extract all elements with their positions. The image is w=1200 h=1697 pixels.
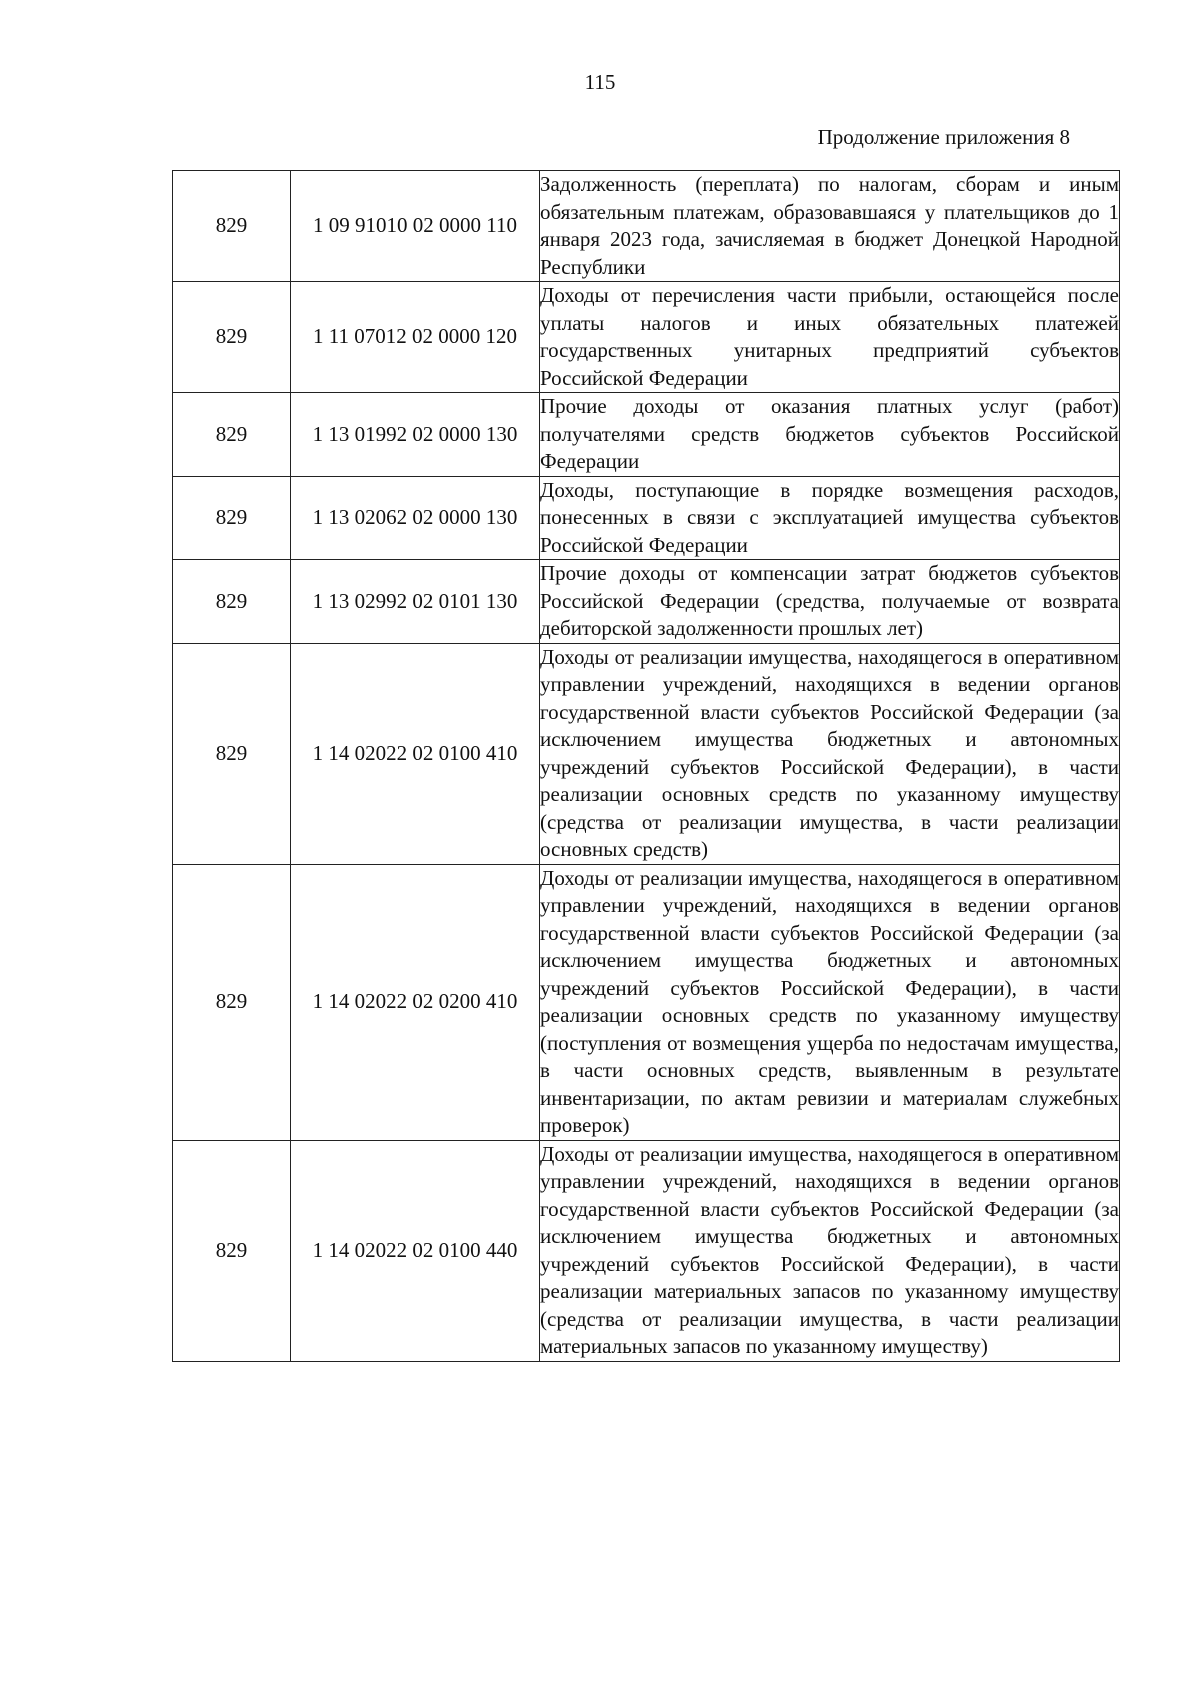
table-row [173, 282, 1120, 393]
revenue-name-cell: Прочие доходы от компенсации затрат бюджетов субъектов Российской Федерации (средства, получаемые от возврата дебиторской задолженности прошлых лет) [540, 560, 1120, 644]
revenue-code-cell: 1 14 02022 02 0100 440 [291, 1140, 540, 1361]
table-row [173, 643, 1120, 864]
admin-code-cell: 829 [173, 1140, 291, 1361]
admin-code-cell: 829 [173, 393, 291, 477]
revenue-code-cell: 1 14 02022 02 0100 410 [291, 643, 540, 864]
revenue-name-cell: Прочие доходы от оказания платных услуг (работ) получателями средств бюджетов субъектов Российской Федерации [540, 393, 1120, 477]
revenue-name-cell: Доходы от реализации имущества, находящегося в оперативном управлении учреждений, находящихся в ведении органов государственной власти субъектов Российской Федерации (за исключением имущества бюджетных и автономных учреждений субъектов Российской Федерации), в части реализации материальных запасов по указанному имуществу (средства от реализации имущества, в части реализации материальных запасов по указанному имуществу) [540, 1140, 1120, 1361]
admin-code-cell: 829 [173, 864, 291, 1140]
revenue-code-cell: 1 11 07012 02 0000 120 [291, 282, 540, 393]
admin-code-cell: 829 [173, 560, 291, 644]
admin-code-cell: 829 [173, 282, 291, 393]
table-row [173, 560, 1120, 644]
revenue-name-cell: Доходы от перечисления части прибыли, остающейся после уплаты налогов и иных обязательных платежей государственных унитарных предприятий субъектов Российской Федерации [540, 282, 1120, 393]
table-row [173, 864, 1120, 1140]
continuation-label: Продолжение приложения 8 [817, 125, 1070, 149]
admin-code-cell: 829 [173, 171, 291, 282]
page-number: 115 [584, 70, 616, 94]
revenue-name-cell: Задолженность (переплата) по налогам, сборам и иным обязательным платежам, образовавшаяся у плательщиков до 1 января 2023 года, зачисляемая в бюджет Донецкой Народной Республики [540, 171, 1120, 282]
revenue-codes-table [172, 170, 1120, 1362]
revenue-name-cell: Доходы от реализации имущества, находящегося в оперативном управлении учреждений, находящихся в ведении органов государственной власти субъектов Российской Федерации (за исключением имущества бюджетных и автономных учреждений субъектов Российской Федерации), в части реализации основных средств по указанному имуществу (поступления от возмещения ущерба по недостачам имущества, в части основных средств, выявленным в результате инвентаризации, по актам ревизии и материалам служебных проверок) [540, 864, 1120, 1140]
revenue-code-cell: 1 13 02992 02 0101 130 [291, 560, 540, 644]
admin-code-cell: 829 [173, 643, 291, 864]
table-row [173, 476, 1120, 560]
revenue-code-cell: 1 13 01992 02 0000 130 [291, 393, 540, 477]
revenue-code-cell: 1 09 91010 02 0000 110 [291, 171, 540, 282]
revenue-name-cell: Доходы, поступающие в порядке возмещения расходов, понесенных в связи с эксплуатацией имущества субъектов Российской Федерации [540, 476, 1120, 560]
table-row [173, 171, 1120, 282]
admin-code-cell: 829 [173, 476, 291, 560]
revenue-code-cell: 1 13 02062 02 0000 130 [291, 476, 540, 560]
revenue-code-cell: 1 14 02022 02 0200 410 [291, 864, 540, 1140]
table-row [173, 1140, 1120, 1361]
revenue-name-cell: Доходы от реализации имущества, находящегося в оперативном управлении учреждений, находящихся в ведении органов государственной власти субъектов Российской Федерации (за исключением имущества бюджетных и автономных учреждений субъектов Российской Федерации), в части реализации основных средств по указанному имуществу (средства от реализации имущества, в части реализации основных средств) [540, 643, 1120, 864]
table-row [173, 393, 1120, 477]
